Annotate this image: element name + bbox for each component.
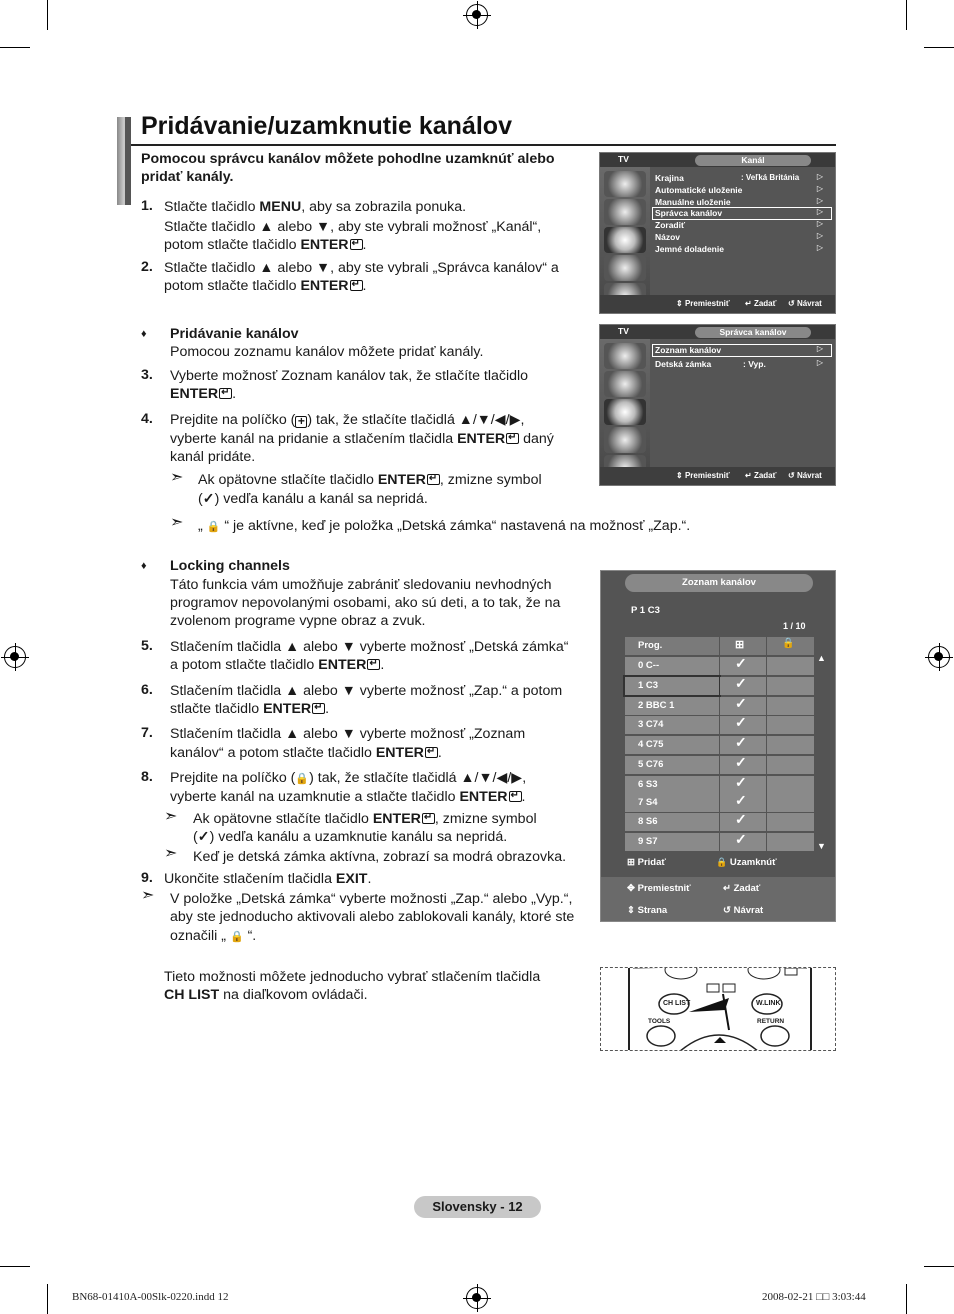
menu-item[interactable]: Detská zámka : Vyp.: [655, 359, 766, 369]
check-icon: ✓: [735, 655, 747, 671]
step-7-line-2: kanálov“ a potom stlačte tlačidlo ENTER↵ .: [170, 744, 442, 763]
chevron-right-icon: ▷: [816, 243, 823, 252]
note-5-line-2: aby ste jednoducho aktivovali alebo zablokovali kanály, ktoré ste: [170, 909, 575, 925]
note-2: „ 🔒 “ je aktívne, keď je položka „Detská zámka“ nastavená na možnosť „Zap.“.: [198, 518, 691, 534]
col-prog: Prog.: [625, 637, 719, 655]
lock-icon: 🔒: [229, 931, 244, 943]
note-3-line-1: Ak opätovne stlačíte tlačidlo ENTER↵ , zmizne symbol: [193, 810, 537, 829]
scroll-down-icon[interactable]: ▼: [817, 841, 826, 851]
footer-move: ⇕ Premiestniť: [676, 471, 730, 480]
enter-icon: [350, 280, 363, 291]
enter-icon: [367, 659, 380, 670]
tv-menu-footer: [600, 295, 835, 313]
step-4-line-1: Prejdite na políčko ( + ) tak, že stlačíte tlačidlá ▲/▼/◀/▶,: [170, 412, 525, 428]
table-row[interactable]: [625, 813, 814, 831]
menu-header-pill: Správca kanálov: [695, 327, 811, 338]
table-row[interactable]: [625, 716, 814, 734]
note-3-line-2: (✓) vedľa kanálu a uzamknutie kanálu sa nepridá.: [193, 829, 508, 845]
chlist-line-1: Tieto možnosti môžete jednoducho vybrať stlačením tlačidla: [164, 969, 541, 985]
enter-icon: [425, 747, 438, 758]
row-lock-cell[interactable]: [767, 736, 814, 754]
chevron-right-icon: ▷: [816, 219, 823, 228]
row-add-cell[interactable]: [720, 716, 766, 734]
lock-icon: 🔒: [206, 521, 221, 533]
crop-mark: [47, 1284, 48, 1314]
slug-right: 2008-02-21 □□ 3:03:44: [762, 1291, 866, 1303]
channel-list-screen: [600, 570, 836, 922]
footer-return: ↺ Návrat: [788, 299, 822, 308]
crop-mark: [906, 1284, 907, 1314]
step-4-line-2: vyberte kanál na pridanie a stlačením tlačidla ENTER↵ daný: [170, 430, 554, 449]
step-3-line-1: Vyberte možnosť Zoznam kanálov tak, že stlačíte tlačidlo: [170, 368, 529, 384]
note-arrow-icon: ➣: [164, 808, 178, 825]
note-5-line-3: označili „ 🔒 “.: [170, 928, 257, 944]
setup-icon: [604, 427, 646, 453]
title-accent-bar: [125, 117, 131, 205]
remote-wlink-button: W.LINK: [756, 1000, 781, 1007]
step-1-line-2: Stlačte tlačidlo ▲ alebo ▼, aby ste vybrali možnosť „Kanál“,: [164, 219, 542, 235]
table-row[interactable]: [625, 736, 814, 754]
check-icon: ✓: [735, 714, 747, 730]
step-number: 6.: [141, 682, 153, 698]
note-4: Keď je detská zámka aktívna, zobrazí sa modrá obrazovka.: [193, 849, 567, 865]
sound-icon: [604, 199, 646, 225]
row-label: 6 S3: [625, 776, 719, 794]
step-number: 8.: [141, 769, 153, 785]
step-8-line-1: Prejdite na políčko (🔒) tak, že stlačíte tlačidlá ▲/▼/◀/▶,: [170, 770, 527, 786]
step-5-line-1: Stlačením tlačidla ▲ alebo ▼ vyberte možnosť „Detská zámka“: [170, 639, 569, 655]
page-title: Pridávanie/uzamknutie kanálov: [141, 112, 512, 140]
row-label: 1 C3: [625, 677, 719, 695]
row-label: 9 S7: [625, 833, 719, 851]
chevron-right-icon: ▷: [816, 196, 823, 205]
chevron-right-icon: ▷: [816, 207, 823, 216]
footer-enter: ↵ Zadať: [745, 471, 777, 480]
footer-enter: ↵ Zadať: [745, 299, 777, 308]
enter-icon: [219, 388, 232, 399]
row-add-cell[interactable]: [720, 833, 766, 851]
step-6-line-2: stlačte tlačidlo ENTER↵ .: [170, 700, 329, 719]
menu-item[interactable]: Zoradiť: [655, 220, 686, 230]
enter-icon: [350, 239, 363, 250]
legend-add: ⊞ Pridať: [627, 857, 666, 868]
table-row[interactable]: [625, 756, 814, 774]
table-row[interactable]: [625, 657, 814, 675]
table-row[interactable]: [625, 794, 814, 812]
row-add-cell[interactable]: [720, 736, 766, 754]
enter-icon: [422, 813, 435, 824]
row-lock-cell[interactable]: [767, 677, 814, 695]
menu-item[interactable]: Manuálne uloženie: [655, 197, 731, 207]
legend-lock: 🔒 Uzamknúť: [716, 857, 777, 868]
lock-desc-1: Táto funkcia vám umožňuje zabrániť sledovaniu nevhodných: [170, 577, 552, 593]
registration-mark-icon: [466, 1287, 488, 1309]
footer-enter: ↵ Zadať: [723, 883, 761, 894]
scroll-up-icon[interactable]: ▲: [817, 653, 826, 663]
row-lock-cell[interactable]: [767, 776, 814, 794]
chlist-line-2: CH LIST na diaľkovom ovládači.: [164, 987, 368, 1003]
row-label: 8 S6: [625, 813, 719, 831]
step-number: 7.: [141, 725, 153, 741]
check-icon: ✓: [735, 811, 747, 827]
enter-icon: [312, 703, 325, 714]
add-box-icon: ⊞: [735, 639, 745, 651]
row-add-cell[interactable]: [720, 794, 766, 812]
picture-icon: [604, 171, 646, 197]
enter-icon: [509, 791, 522, 802]
step-1-line-1: Stlačte tlačidlo MENU, aby sa zobrazila ponuka.: [164, 199, 467, 215]
note-1-line-1: Ak opätovne stlačíte tlačidlo ENTER↵ , zmizne symbol: [198, 471, 542, 490]
registration-mark-icon: [928, 646, 950, 668]
row-add-cell[interactable]: [720, 813, 766, 831]
col-add: [720, 637, 766, 655]
note-1-line-2: (✓) vedľa kanálu a kanál sa nepridá.: [198, 491, 428, 507]
crop-mark: [924, 1266, 954, 1267]
chevron-right-icon: ▷: [816, 172, 823, 181]
row-lock-cell[interactable]: [767, 756, 814, 774]
channel-icon: [604, 227, 646, 253]
note-5-line-1: V položke „Detská zámka“ vyberte možnosti „Zap.“ alebo „Vyp.“,: [170, 891, 573, 907]
sound-icon: [604, 371, 646, 397]
step-number: 9.: [141, 870, 153, 886]
row-add-cell[interactable]: [720, 756, 766, 774]
remote-control-drawing: [601, 968, 836, 1051]
menu-item[interactable]: Správca kanálov: [655, 208, 723, 218]
crop-mark: [906, 0, 907, 30]
crop-mark: [0, 47, 30, 48]
title-underline: [131, 144, 836, 146]
tv-menu-sidebar: [600, 167, 650, 295]
row-lock-cell[interactable]: [767, 697, 814, 715]
check-icon: ✓: [735, 675, 747, 691]
crop-mark: [924, 47, 954, 48]
row-lock-cell[interactable]: [767, 794, 814, 812]
note-arrow-icon: ➣: [141, 887, 155, 904]
step-number: 3.: [141, 367, 153, 383]
col-lock: [767, 637, 814, 655]
step-2-line-2: potom stlačte tlačidlo ENTER↵ .: [164, 277, 366, 296]
step-number: 1.: [141, 198, 153, 214]
registration-mark-icon: [4, 646, 26, 668]
registration-mark-icon: [466, 4, 488, 26]
lock-desc-3: zvolenom programe vypne obraz a zvuk.: [170, 613, 426, 629]
intro-line-2: pridať kanály.: [141, 169, 234, 185]
table-row[interactable]: [625, 833, 814, 851]
step-9: Ukončite stlačením tlačidla EXIT.: [164, 871, 372, 887]
row-lock-cell[interactable]: [767, 813, 814, 831]
step-number: 4.: [141, 411, 153, 427]
add-description: Pomocou zoznamu kanálov môžete pridať kanály.: [170, 344, 484, 360]
check-icon: ✓: [735, 792, 747, 808]
row-label: 4 C75: [625, 736, 719, 754]
step-6-line-1: Stlačením tlačidla ▲ alebo ▼ vyberte možnosť „Zap.“ a potom: [170, 683, 563, 699]
check-icon: ✓: [735, 774, 747, 790]
step-5-line-2: a potom stlačte tlačidlo ENTER↵ .: [170, 656, 384, 675]
step-3-line-2: ENTER↵ .: [170, 385, 236, 404]
crop-mark: [0, 1266, 30, 1267]
tv-menu-channel-manager: [599, 324, 836, 486]
setup-icon: [604, 255, 646, 281]
menu-item[interactable]: Zoznam kanálov: [655, 345, 722, 355]
lock-desc-2: programov nepovolanými osobami, ako sú deti, a to tak, že na: [170, 595, 561, 611]
row-label: 0 C--: [625, 657, 719, 675]
tv-label: TV: [618, 154, 629, 164]
remote-tools-label: TOOLS: [648, 1018, 671, 1025]
chevron-right-icon: ▷: [816, 184, 823, 193]
chevron-right-icon: ▷: [816, 344, 823, 353]
channel-icon: [604, 399, 646, 425]
row-add-cell[interactable]: [720, 677, 766, 695]
row-label: 5 C76: [625, 756, 719, 774]
channel-list-header: Zoznam kanálov: [625, 574, 813, 592]
row-label: 7 S4: [625, 794, 719, 812]
tv-menu-channel: [599, 152, 836, 314]
menu-item[interactable]: Automatické uloženie: [655, 185, 743, 195]
chevron-right-icon: ▷: [816, 231, 823, 240]
picture-icon: [604, 343, 646, 369]
enter-icon: [506, 433, 519, 444]
tv-menu-footer: [600, 467, 835, 485]
step-2-line-1: Stlačte tlačidlo ▲ alebo ▼, aby ste vybrali „Správca kanálov“ a: [164, 260, 559, 276]
note-arrow-icon: ➣: [170, 469, 184, 486]
remote-chlist-button: CH LIST: [663, 1000, 691, 1007]
intro-line-1: Pomocou správcu kanálov môžete pohodlne uzamknúť alebo: [141, 151, 555, 167]
menu-item[interactable]: Krajina : Veľká Británia: [655, 173, 800, 183]
row-label: 3 C74: [625, 716, 719, 734]
bullet-icon: ♦: [141, 328, 147, 340]
row-label: 2 BBC 1: [625, 697, 719, 715]
channel-list-header-row: [625, 637, 814, 655]
lock-icon: 🔒: [716, 857, 728, 867]
step-number: 2.: [141, 259, 153, 275]
row-add-cell[interactable]: [720, 697, 766, 715]
menu-header-pill: Kanál: [695, 155, 811, 166]
check-icon: ✓: [202, 491, 215, 507]
add-box-icon: +: [295, 416, 307, 428]
step-4-line-3: kanál pridáte.: [170, 449, 256, 465]
current-program: P 1 C3: [631, 605, 660, 616]
section-heading-add: Pridávanie kanálov: [170, 326, 299, 342]
step-8-line-2: vyberte kanál na uzamknutie a stlačte tlačidlo ENTER↵ .: [170, 788, 525, 807]
step-7-line-1: Stlačením tlačidla ▲ alebo ▼ vyberte možnosť „Zoznam: [170, 726, 526, 742]
remote-return-label: RETURN: [757, 1018, 785, 1025]
check-icon: ✓: [735, 831, 747, 847]
check-icon: ✓: [735, 754, 747, 770]
check-icon: ✓: [735, 734, 747, 750]
row-lock-cell[interactable]: [767, 716, 814, 734]
lock-icon: 🔒: [295, 773, 310, 785]
table-row[interactable]: [625, 697, 814, 715]
table-row[interactable]: [625, 776, 814, 794]
footer-move: ⇕ Premiestniť: [676, 299, 730, 308]
note-arrow-icon: ➣: [170, 514, 184, 531]
section-heading-lock: Locking channels: [170, 558, 290, 574]
chevron-right-icon: ▷: [816, 358, 823, 367]
step-1-line-3: potom stlačte tlačidlo ENTER↵ .: [164, 236, 366, 255]
menu-item[interactable]: Názov: [655, 232, 681, 242]
footer-return: ↺ Návrat: [723, 905, 764, 916]
check-icon: ✓: [197, 829, 210, 845]
row-add-cell[interactable]: [720, 657, 766, 675]
tv-label: TV: [618, 326, 629, 336]
tv-menu-sidebar: [600, 339, 650, 467]
footer-page: ⇕ Strana: [627, 905, 668, 916]
add-box-icon: ⊞: [627, 857, 635, 868]
remote-control-illustration: [600, 967, 836, 1051]
slug-left: BN68-01410A-00Slk-0220.indd 12: [72, 1291, 229, 1303]
row-lock-cell[interactable]: [767, 657, 814, 675]
table-row[interactable]: [625, 677, 814, 695]
page-footer-label: Slovensky - 12: [414, 1196, 541, 1218]
enter-icon: [427, 474, 440, 485]
check-icon: ✓: [735, 695, 747, 711]
step-number: 5.: [141, 638, 153, 654]
note-arrow-icon: ➣: [164, 845, 178, 862]
footer-move: ✥ Premiestniť: [627, 883, 691, 894]
lock-icon: 🔒: [782, 638, 795, 649]
bullet-icon: ♦: [141, 560, 147, 572]
crop-mark: [47, 0, 48, 30]
page-indicator: 1 / 10: [783, 621, 806, 631]
footer-return: ↺ Návrat: [788, 471, 822, 480]
menu-item[interactable]: Jemné doladenie: [655, 244, 724, 254]
row-lock-cell[interactable]: [767, 833, 814, 851]
